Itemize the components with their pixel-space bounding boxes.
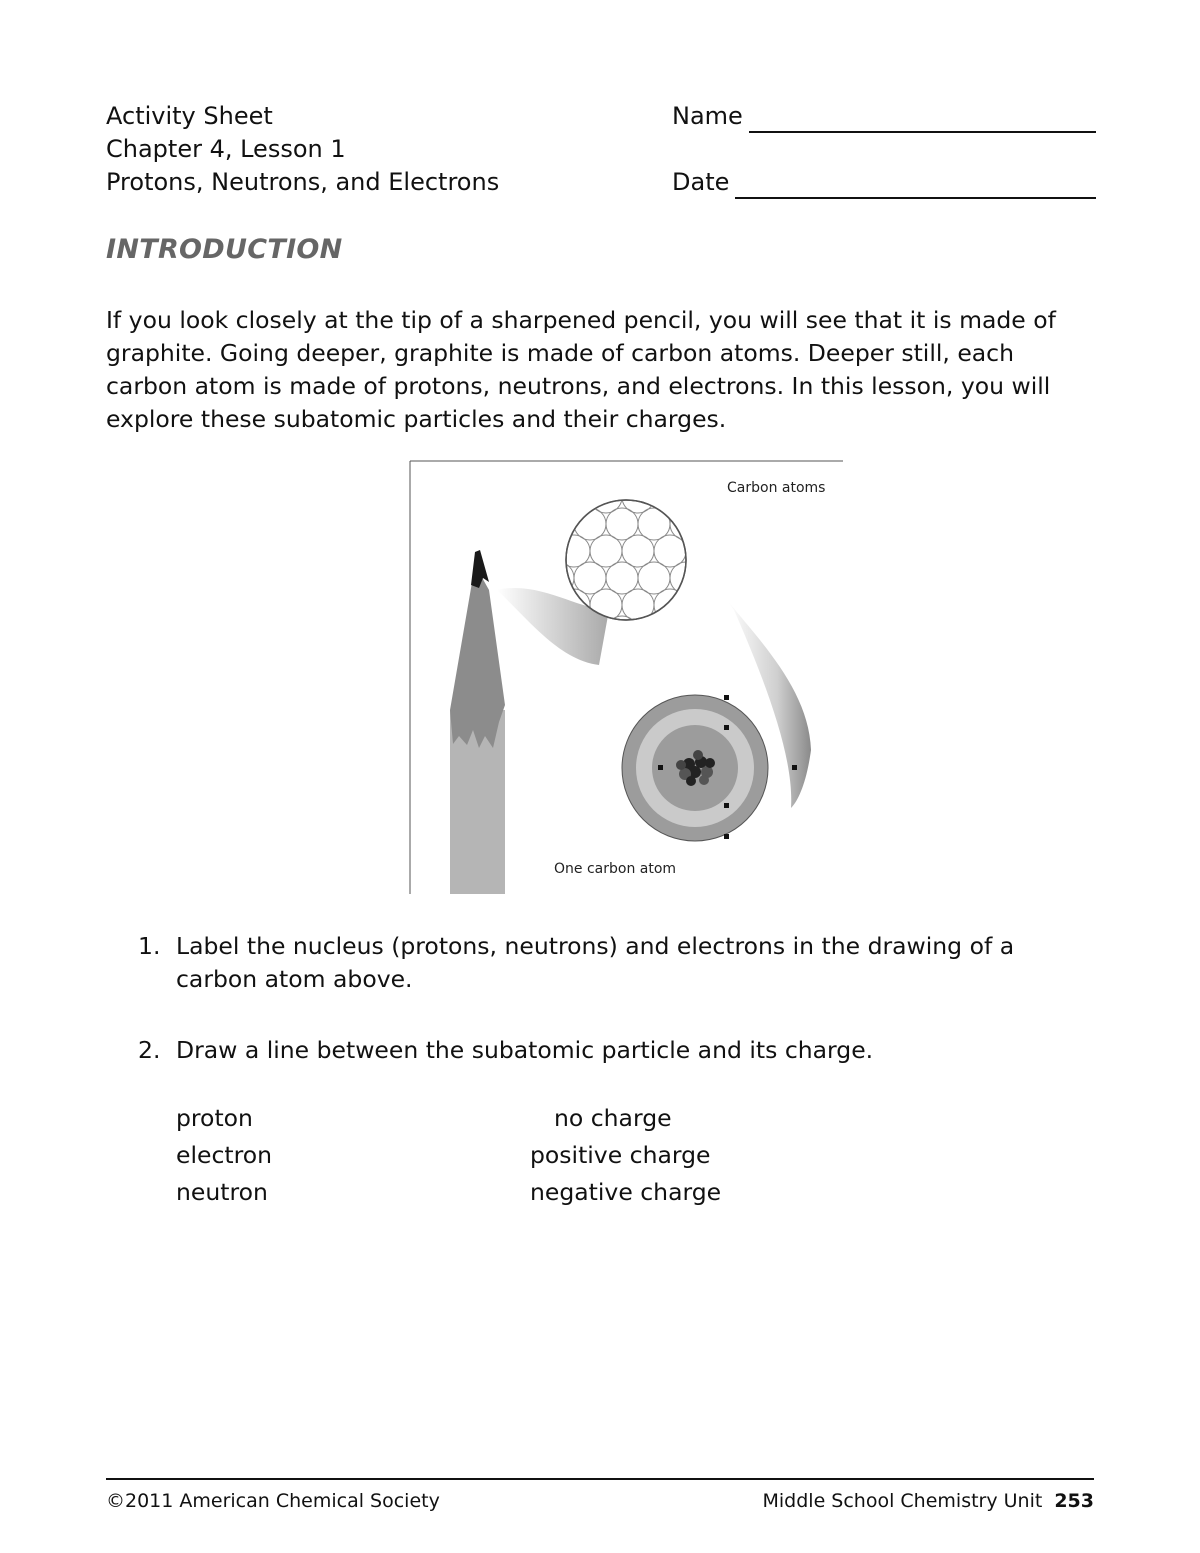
header-right <box>672 100 1096 199</box>
lesson-title: Protons, Neutrons, and Electrons <box>106 168 500 196</box>
question-1-number: 1. <box>138 932 161 960</box>
carbon-atoms-label: Carbon atoms <box>727 480 826 496</box>
question-1 <box>138 930 1038 996</box>
footer-right <box>763 1490 1095 1512</box>
charge-item: negative charge <box>530 1178 722 1206</box>
question-2 <box>138 1034 1038 1067</box>
date-label: Date <box>672 168 730 196</box>
footer-divider <box>106 1478 1094 1480</box>
name-label: Name <box>672 102 743 130</box>
page-number: 253 <box>1054 1490 1094 1512</box>
intro-paragraph: If you look closely at the tip of a sharpened pencil, you will see that it is made of graphite. Going deeper, graphite is made of carbon atoms. Deeper still, each carbon atom is made of protons, neutrons, and electrons. In this lesson, you will explore these subatomic particles and their charges. <box>106 306 1056 433</box>
particles-column <box>176 1100 272 1211</box>
charges-column <box>530 1100 721 1211</box>
question-1-text: Label the nucleus (protons, neutrons) and electrons in the drawing of a carbon atom above. <box>176 932 1015 993</box>
question-2-number: 2. <box>138 1036 161 1064</box>
footer-copyright: ©2011 American Chemical Society <box>106 1490 440 1512</box>
particle-item: proton <box>176 1104 253 1132</box>
one-carbon-atom-label: One carbon atom <box>554 861 677 877</box>
chapter-label: Chapter 4, Lesson 1 <box>106 135 346 163</box>
charge-item: no charge <box>554 1104 672 1132</box>
carbon-atom-diagram <box>622 695 797 841</box>
pencil-icon <box>450 550 505 894</box>
footer-unit: Middle School Chemistry Unit <box>762 1490 1043 1512</box>
date-field-row <box>672 166 1096 199</box>
charge-item: positive charge <box>530 1141 711 1169</box>
name-field[interactable] <box>749 105 1096 133</box>
pencil-atom-figure <box>409 460 845 894</box>
date-field[interactable] <box>735 171 1096 199</box>
particle-item: neutron <box>176 1178 268 1206</box>
header-left <box>106 100 499 199</box>
figure-illustration <box>409 460 845 894</box>
sheet-type: Activity Sheet <box>106 102 273 130</box>
particle-item: electron <box>176 1141 272 1169</box>
intro-heading: INTRODUCTION <box>106 234 343 265</box>
question-2-text: Draw a line between the subatomic particle and its charge. <box>176 1036 874 1064</box>
name-field-row <box>672 100 1096 133</box>
